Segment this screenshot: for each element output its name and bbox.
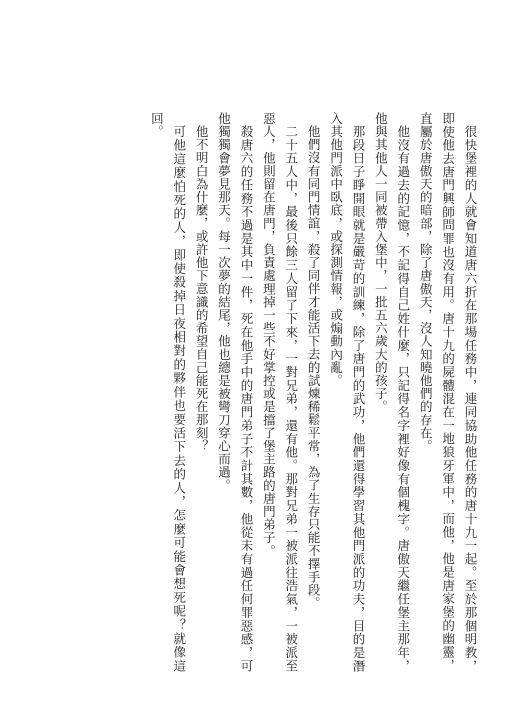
paragraph-6: 殺唐六的任務不過是其中一件，死在他手中的唐門弟子不計其數，他從未有過任何罪惡感，可他獨獨會夢見那天。每一次夢的結尾，他也總是被彎刀穿心而過。 (216, 112, 254, 672)
paragraph-5: 二十五人中，最後只餘三人留了下來，一對兄弟，還有他。那對兄弟一被派往浩氣，一被派至惡人，他則留在唐門，負責處理掉一些不好掌控或是擋了堡主路的唐門弟子。 (261, 112, 299, 672)
paragraph-7: 他不明白為什麼，或許他下意識的希望自己能死在那刻？ (194, 124, 210, 452)
paragraph-1: 很快堡裡的人就會知道唐六折在那場任務中，連同協助他任務的唐十九一起。至於那個明教，即使他去唐門興師問罪也沒有用。唐十九的屍體混在一地狼牙軍中，而他，他是唐家堡的幽靈，直屬於唐傲天的暗部，除了唐傲天，沒人知曉他們的存在。 (418, 112, 478, 672)
paragraph-3: 那段日子睜開眼就是嚴苛的訓練，除了唐門的武功，他們還得學習其他門派的功夫，目的是潛入其他門派中臥底，或探測情報，或煽動內亂。 (328, 112, 366, 672)
paragraph-2: 他沒有過去的記憶，不記得自己姓什麼，只記得名字裡好像有個槐字。唐傲天繼任堡主那年，他與其他人一同被帶入堡中，一批五六歲大的孩子。 (373, 112, 411, 672)
paragraph-8: 可他這麼怕死的人，即使殺掉日夜相對的夥伴也要活下去的人，怎麼可能會想死呢？就像這回。 (149, 112, 187, 672)
vertical-text-body (145, 112, 481, 672)
paragraph-4: 他們沒有同門情誼，殺了同伴才能活下去的試煉稀鬆平常，為了生存只能不擇手段。 (306, 124, 322, 610)
